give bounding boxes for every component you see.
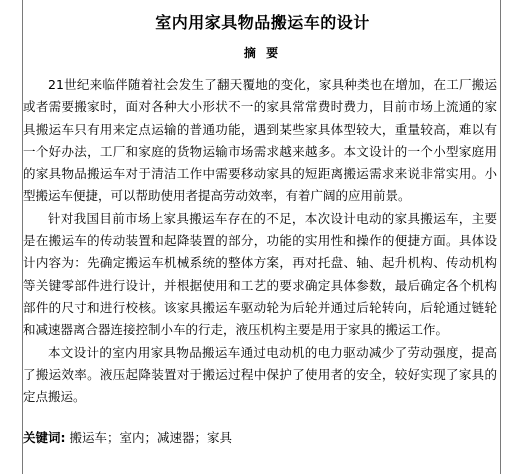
abstract-paragraph-2: 针对我国目前市场上家具搬运车存在的不足，本次设计电动的家具搬运车，主要是在搬运车的传动装置和起降装置的部分，功能的实用性和操作的便捷方面。具体设计内容为：先确定搬运车机械系统的整体方案，再对托盘、轴、起升机构、传动机构等关键零部件进行设计，并根据使用和工艺的要求确定具体参数，最后确定各个机构部件的尺寸和进行校核。该家具搬运车驱动轮为后轮并通过后轮转向，后轮通过链轮和减速器离合器连接控制小车的行走，液压机构主要是用于家具的搬运工作。 [23, 210, 497, 338]
abstract-body [23, 74, 497, 408]
keywords-value: 搬运车；室内；减速器；家具 [69, 430, 232, 445]
right-margin-guide [500, 0, 501, 474]
keywords-label: 关键词: [23, 430, 66, 445]
abstract-paragraph-1: 21世纪来临伴随着社会发生了翻天覆地的变化，家具种类也在增加，在工厂搬运或者需要搬家时，面对各种大小形状不一的家具常常费时费力，目前市场上流通的家具搬运车只有用来定点运输的普通功能，遇到某些家具体型较大，重量较高，难以有一个好办法，工厂和家庭的货物运输市场需求越来越多。本文设计的一个小型家庭用的家具物品搬运车对于清洁工作中需要移动家具的短距离搬运需求来说非常实用。小型搬运车便捷，可以帮助使用者提高劳动效率，有着广阔的应用前景。 [23, 77, 497, 204]
abstract-paragraph-3: 本文设计的室内用家具物品搬运车通过电动机的电力驱动减少了劳动强度，提高了搬运效率。液压起降装置对于搬运过程中保护了使用者的安全，较好实现了家具的定点搬运。 [23, 344, 497, 405]
abstract-heading: 摘 要 [243, 46, 282, 60]
keywords-line [23, 428, 497, 446]
document-title: 室内用家具物品搬运车的设计 [155, 13, 370, 32]
